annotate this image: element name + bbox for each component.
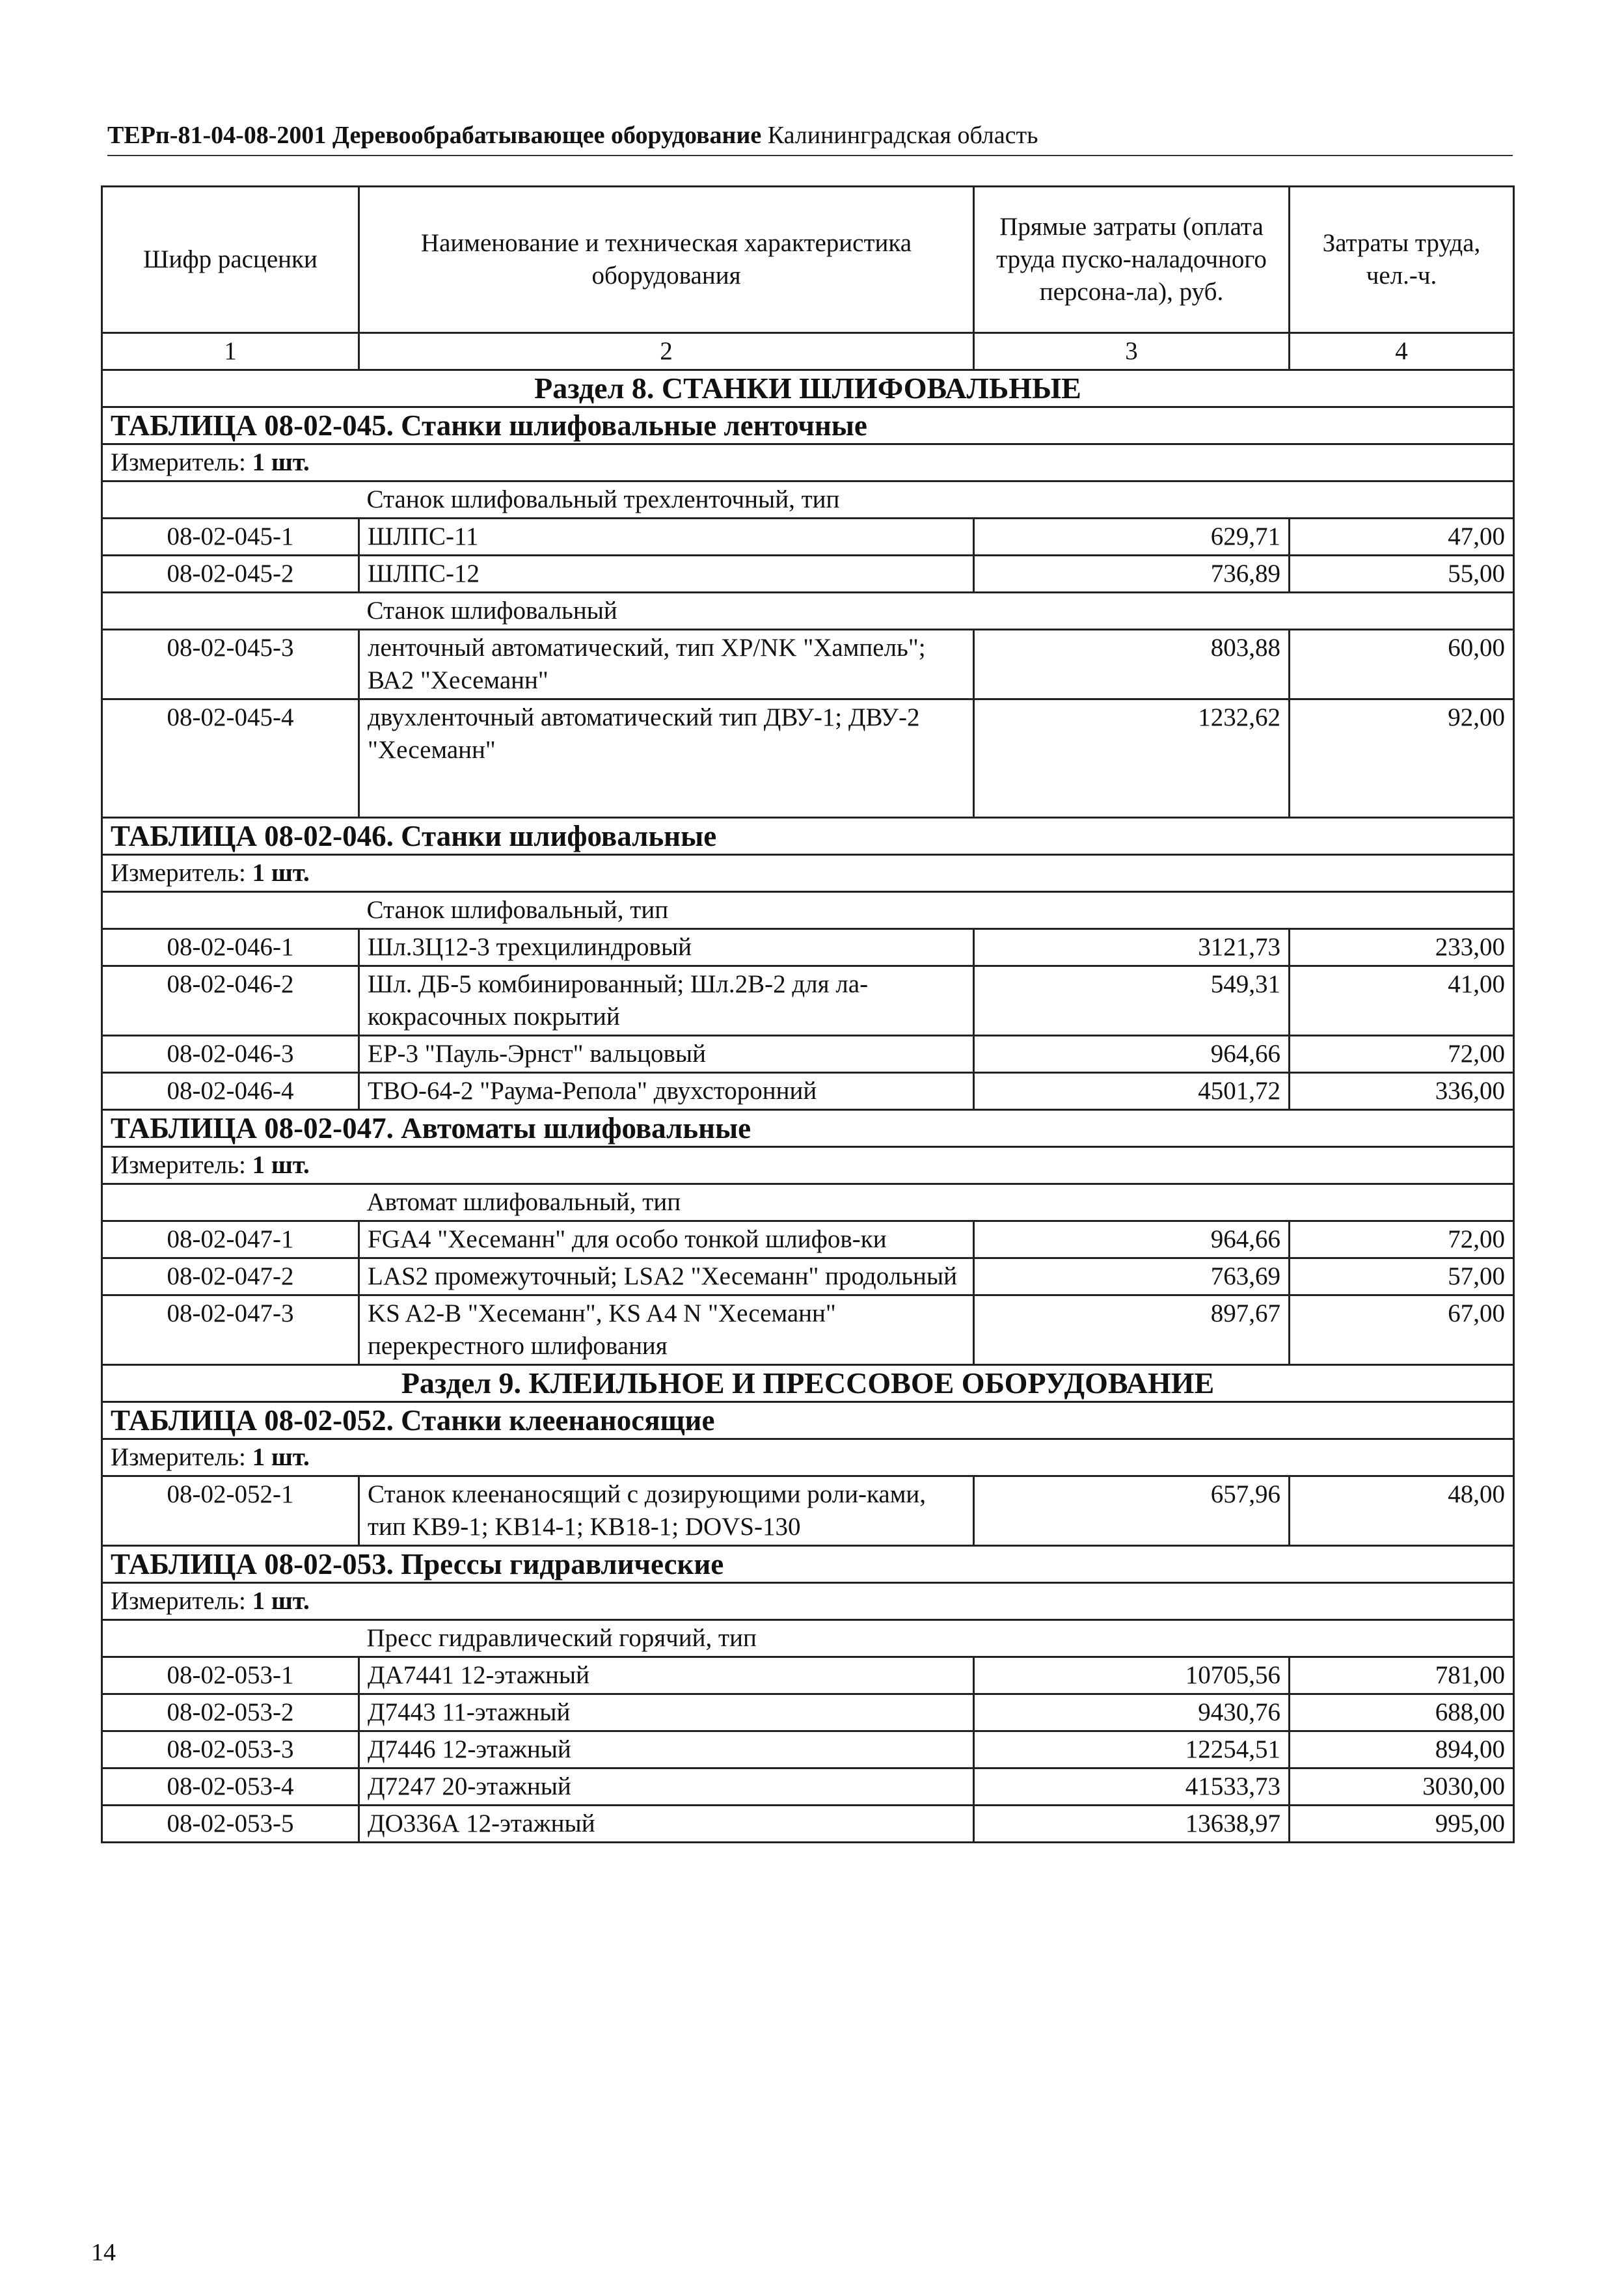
row-cost: 12254,51 — [974, 1731, 1290, 1768]
unit-label: Измеритель: — [111, 1151, 246, 1179]
table-row — [102, 1036, 1514, 1073]
row-code: 08-02-053-3 — [102, 1731, 359, 1768]
row-code: 08-02-053-2 — [102, 1694, 359, 1731]
row-name: Д7443 11-этажный — [359, 1694, 974, 1731]
row-code: 08-02-045-1 — [102, 519, 359, 556]
group-row — [102, 593, 1514, 630]
table-row — [102, 1258, 1514, 1295]
row-name: Шл. ДБ-5 комбинированный; Шл.2В-2 для ла-кокрасочных покрытий — [359, 966, 974, 1036]
row-name: LAS2 промежуточный; LSA2 "Хесеманн" продольный — [359, 1258, 974, 1295]
page-number: 14 — [91, 2239, 116, 2266]
group-row — [102, 481, 1514, 519]
col-header-direct: Прямые затраты (оплата труда пуско-наладочного персона-ла), руб. — [974, 187, 1290, 333]
row-labor: 67,00 — [1290, 1295, 1514, 1365]
unit-value: 1 шт. — [252, 859, 310, 887]
row-labor: 92,00 — [1290, 699, 1514, 818]
table-row — [102, 1657, 1514, 1694]
row-cost: 629,71 — [974, 519, 1290, 556]
table-title: ТАБЛИЦА 08-02-052. Станки клеенаносящие — [102, 1402, 1514, 1439]
row-cost: 549,31 — [974, 966, 1290, 1036]
table-row — [102, 1073, 1514, 1110]
table-title: ТАБЛИЦА 08-02-053. Прессы гидравлические — [102, 1546, 1514, 1583]
column-headers — [102, 187, 1514, 333]
table-row — [102, 1806, 1514, 1843]
unit-row — [102, 444, 1514, 481]
row-cost: 3121,73 — [974, 929, 1290, 966]
row-cost: 736,89 — [974, 556, 1290, 593]
row-labor: 894,00 — [1290, 1731, 1514, 1768]
row-cost: 41533,73 — [974, 1768, 1290, 1806]
col-header-code: Шифр расценки — [102, 187, 359, 333]
row-code: 08-02-045-2 — [102, 556, 359, 593]
section-title: Раздел 8. СТАНКИ ШЛИФОВАЛЬНЫЕ — [102, 370, 1514, 407]
row-name: ШЛПС-12 — [359, 556, 974, 593]
price-table — [101, 185, 1515, 1843]
group-row — [102, 892, 1514, 929]
group-label: Станок шлифовальный трехленточный, тип — [359, 481, 1514, 519]
table-row — [102, 1768, 1514, 1806]
row-code: 08-02-052-1 — [102, 1476, 359, 1546]
row-code: 08-02-046-2 — [102, 966, 359, 1036]
row-labor: 3030,00 — [1290, 1768, 1514, 1806]
row-cost: 803,88 — [974, 630, 1290, 699]
unit-row — [102, 1439, 1514, 1476]
unit-label: Измеритель: — [111, 859, 246, 887]
row-code: 08-02-045-4 — [102, 699, 359, 818]
row-cost: 964,66 — [974, 1036, 1290, 1073]
unit-value: 1 шт. — [252, 1587, 310, 1615]
row-code: 08-02-047-1 — [102, 1221, 359, 1258]
row-labor: 48,00 — [1290, 1476, 1514, 1546]
row-code: 08-02-047-2 — [102, 1258, 359, 1295]
row-name: Д7446 12-этажный — [359, 1731, 974, 1768]
col-number: 3 — [974, 333, 1290, 370]
row-code: 08-02-047-3 — [102, 1295, 359, 1365]
row-cost: 897,67 — [974, 1295, 1290, 1365]
table-row — [102, 966, 1514, 1036]
row-labor: 688,00 — [1290, 1694, 1514, 1731]
row-name: ДА7441 12-этажный — [359, 1657, 974, 1694]
row-labor: 781,00 — [1290, 1657, 1514, 1694]
row-cost: 10705,56 — [974, 1657, 1290, 1694]
unit-row — [102, 1583, 1514, 1620]
row-labor: 60,00 — [1290, 630, 1514, 699]
col-number: 2 — [359, 333, 974, 370]
unit-value: 1 шт. — [252, 448, 310, 476]
col-number: 4 — [1290, 333, 1514, 370]
page-header — [107, 121, 1513, 156]
row-name: ШЛПС-11 — [359, 519, 974, 556]
row-cost: 763,69 — [974, 1258, 1290, 1295]
row-cost: 657,96 — [974, 1476, 1290, 1546]
row-labor: 47,00 — [1290, 519, 1514, 556]
table-row — [102, 1295, 1514, 1365]
row-code: 08-02-046-1 — [102, 929, 359, 966]
table-title: ТАБЛИЦА 08-02-046. Станки шлифовальные — [102, 818, 1514, 855]
row-cost: 13638,97 — [974, 1806, 1290, 1843]
doc-code: ТЕРп-81-04-08-2001 — [107, 122, 327, 149]
row-labor: 995,00 — [1290, 1806, 1514, 1843]
table-row — [102, 699, 1514, 818]
row-code: 08-02-045-3 — [102, 630, 359, 699]
table-row — [102, 1694, 1514, 1731]
row-cost: 9430,76 — [974, 1694, 1290, 1731]
row-cost: 1232,62 — [974, 699, 1290, 818]
row-name: двухленточный автоматический тип ДВУ-1; ДВУ-2 "Хесеманн" — [359, 699, 974, 818]
table-row — [102, 929, 1514, 966]
group-row — [102, 1620, 1514, 1657]
row-name: KS A2-B "Хесеманн", KS A4 N "Хесеманн" перекрестного шлифования — [359, 1295, 974, 1365]
row-labor: 55,00 — [1290, 556, 1514, 593]
row-cost: 4501,72 — [974, 1073, 1290, 1110]
row-name: ленточный автоматический, тип XP/NK "Хампель"; ВА2 "Хесеманн" — [359, 630, 974, 699]
group-label: Станок шлифовальный, тип — [359, 892, 1514, 929]
column-numbers — [102, 333, 1514, 370]
table-row — [102, 556, 1514, 593]
row-code: 08-02-053-4 — [102, 1768, 359, 1806]
row-code: 08-02-053-1 — [102, 1657, 359, 1694]
row-code: 08-02-046-3 — [102, 1036, 359, 1073]
row-labor: 233,00 — [1290, 929, 1514, 966]
row-cost: 964,66 — [974, 1221, 1290, 1258]
unit-label: Измеритель: — [111, 1443, 246, 1471]
unit-value: 1 шт. — [252, 1443, 310, 1471]
table-title: ТАБЛИЦА 08-02-045. Станки шлифовальные ленточные — [102, 407, 1514, 444]
unit-label: Измеритель: — [111, 1587, 246, 1615]
group-label: Пресс гидравлический горячий, тип — [359, 1620, 1514, 1657]
table-title: ТАБЛИЦА 08-02-047. Автоматы шлифовальные — [102, 1110, 1514, 1147]
row-name: ЕР-3 "Пауль-Эрнст" вальцовый — [359, 1036, 974, 1073]
row-code: 08-02-053-5 — [102, 1806, 359, 1843]
group-label: Автомат шлифовальный, тип — [359, 1184, 1514, 1221]
unit-row — [102, 1147, 1514, 1184]
table-row — [102, 630, 1514, 699]
col-header-labor: Затраты труда, чел.-ч. — [1290, 187, 1514, 333]
unit-label: Измеритель: — [111, 448, 246, 476]
col-number: 1 — [102, 333, 359, 370]
row-labor: 41,00 — [1290, 966, 1514, 1036]
row-name: ТВО-64-2 "Раума-Репола" двухсторонний — [359, 1073, 974, 1110]
row-name: ДО336А 12-этажный — [359, 1806, 974, 1843]
doc-title: Деревообрабатывающее оборудование — [332, 122, 762, 149]
doc-region: Калининградская область — [767, 122, 1038, 149]
row-labor: 72,00 — [1290, 1221, 1514, 1258]
table-row — [102, 519, 1514, 556]
group-row — [102, 1184, 1514, 1221]
table-row — [102, 1476, 1514, 1546]
row-labor: 336,00 — [1290, 1073, 1514, 1110]
row-name: Д7247 20-этажный — [359, 1768, 974, 1806]
group-label: Станок шлифовальный — [359, 593, 1514, 630]
table-row — [102, 1221, 1514, 1258]
table-row — [102, 1731, 1514, 1768]
row-labor: 57,00 — [1290, 1258, 1514, 1295]
col-header-name: Наименование и техническая характеристика оборудования — [359, 187, 974, 333]
unit-row — [102, 855, 1514, 892]
row-name: Шл.3Ц12-3 трехцилиндровый — [359, 929, 974, 966]
row-code: 08-02-046-4 — [102, 1073, 359, 1110]
row-name: Станок клеенаносящий с дозирующими роли-ками, тип KB9-1; KB14-1; KB18-1; DOVS-130 — [359, 1476, 974, 1546]
section-title: Раздел 9. КЛЕИЛЬНОЕ И ПРЕССОВОЕ ОБОРУДОВАНИЕ — [102, 1365, 1514, 1402]
row-labor: 72,00 — [1290, 1036, 1514, 1073]
row-name: FGA4 "Хесеманн" для особо тонкой шлифов-ки — [359, 1221, 974, 1258]
unit-value: 1 шт. — [252, 1151, 310, 1179]
